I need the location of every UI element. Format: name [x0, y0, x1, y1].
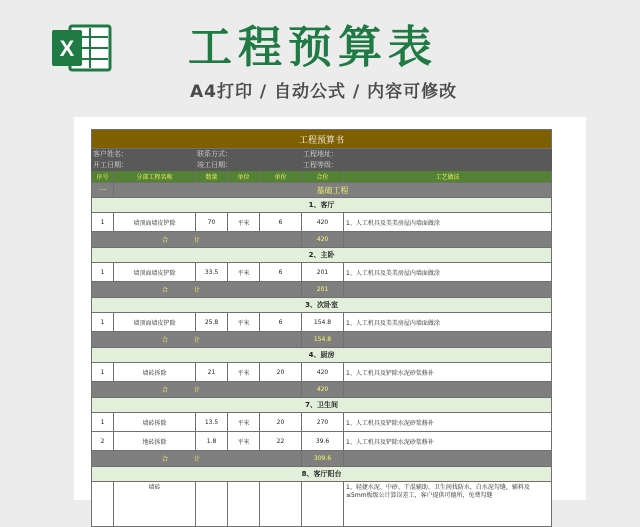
section-row	[92, 248, 552, 263]
item-process-description[interactable]: 1、轻捷水泥、中砂、干混辅助、卫生间找防水，白水泥勾缝，辅料及≤5mm板级公计算误差工，客户提供可德所，免费勾缝	[344, 482, 552, 527]
item-process-description[interactable]: 1、人工机具及美美房屋内墙面做涂	[344, 313, 552, 332]
section-title: 1、客厅	[92, 198, 552, 213]
item-amount[interactable]: 201	[302, 263, 344, 282]
info-customer-name[interactable]: 客户姓名：	[92, 149, 196, 160]
item-process-description[interactable]: 1、人工机具及美美房屋内墙面做涂	[344, 213, 552, 232]
subtotal-amount[interactable]: 201	[302, 282, 344, 298]
subtotal-label: 合计	[92, 332, 302, 348]
item-unit[interactable]: 平米	[228, 413, 260, 432]
item-process-description[interactable]: 1、人工机具及美美房屋内墙面做涂	[344, 263, 552, 282]
item-amount[interactable]: 420	[302, 363, 344, 382]
row-number[interactable]: 1	[92, 263, 114, 282]
item-amount[interactable]: 154.8	[302, 313, 344, 332]
item-name[interactable]: 墙顶面墙皮铲除	[114, 313, 196, 332]
subtotal-row	[92, 332, 552, 348]
subtotal-label: 合计	[92, 451, 302, 467]
item-name[interactable]: 墙顶面墙皮铲除	[114, 213, 196, 232]
item-unit-price[interactable]: 22	[260, 432, 302, 451]
table-row	[92, 313, 552, 332]
item-unit[interactable]: 平米	[228, 263, 260, 282]
item-unit[interactable]	[228, 482, 260, 527]
item-process-description[interactable]: 1、人工机具及铲除水泥砂浆修补	[344, 363, 552, 382]
table-row	[92, 482, 552, 527]
row-number[interactable]: 1	[92, 363, 114, 382]
item-quantity[interactable]: 70	[196, 213, 228, 232]
item-process-description[interactable]: 1、人工机具及铲除水泥砂浆修补	[344, 413, 552, 432]
table-row	[92, 432, 552, 451]
col-header-price: 单价	[260, 171, 302, 183]
item-amount[interactable]: 270	[302, 413, 344, 432]
row-number[interactable]: 2	[92, 432, 114, 451]
item-quantity[interactable]: 25.8	[196, 313, 228, 332]
item-unit-price[interactable]: 20	[260, 363, 302, 382]
subtotal-desc-cell	[344, 232, 552, 248]
section-title: 4、厨房	[92, 348, 552, 363]
info-grade[interactable]: 工程等级：	[302, 160, 552, 171]
section-title: 8、客厅阳台	[92, 467, 552, 482]
subtotal-amount[interactable]: 420	[302, 232, 344, 248]
section-row	[92, 298, 552, 313]
subtotal-desc-cell	[344, 451, 552, 467]
section-row	[92, 348, 552, 363]
page-title: 工程预算表	[188, 22, 438, 73]
col-header-no: 序号	[92, 171, 114, 183]
item-name[interactable]: 墙砖拆除	[114, 413, 196, 432]
table-row	[92, 413, 552, 432]
sheet-title: 工程预算书	[92, 130, 552, 149]
section-title: 3、次卧室	[92, 298, 552, 313]
subtotal-label: 合计	[92, 382, 302, 398]
info-contact[interactable]: 联系方式：	[196, 149, 302, 160]
section-row	[92, 467, 552, 482]
item-quantity[interactable]: 21	[196, 363, 228, 382]
item-unit-price[interactable]: 6	[260, 313, 302, 332]
row-number[interactable]	[92, 482, 114, 527]
spreadsheet-preview	[74, 117, 586, 500]
info-address[interactable]: 工程地址：	[302, 149, 552, 160]
table-row	[92, 363, 552, 382]
item-unit-price[interactable]	[260, 482, 302, 527]
subtotal-row	[92, 451, 552, 467]
item-process-description[interactable]: 1、人工机具及铲除水泥砂浆修补	[344, 432, 552, 451]
item-amount[interactable]: 39.6	[302, 432, 344, 451]
table-row	[92, 263, 552, 282]
col-header-name: 分部工程名称	[114, 171, 196, 183]
row-number[interactable]: 1	[92, 313, 114, 332]
item-unit[interactable]: 平米	[228, 432, 260, 451]
subtotal-row	[92, 282, 552, 298]
table-row	[92, 213, 552, 232]
col-header-amount: 合价	[302, 171, 344, 183]
item-quantity[interactable]: 13.5	[196, 413, 228, 432]
info-start-date[interactable]: 开工日期：	[92, 160, 196, 171]
subtotal-amount[interactable]: 420	[302, 382, 344, 398]
subtotal-row	[92, 382, 552, 398]
item-unit[interactable]: 平米	[228, 313, 260, 332]
subtotal-label: 合计	[92, 232, 302, 248]
category-index: 一	[92, 183, 114, 198]
subtotal-amount[interactable]: 154.8	[302, 332, 344, 348]
col-header-qty: 数量	[196, 171, 228, 183]
section-title: 7、卫生间	[92, 398, 552, 413]
item-quantity[interactable]: 33.5	[196, 263, 228, 282]
excel-logo-icon	[48, 22, 114, 74]
item-quantity[interactable]: 1.8	[196, 432, 228, 451]
row-number[interactable]: 1	[92, 413, 114, 432]
item-name[interactable]: 墙砖	[114, 482, 196, 527]
subtotal-label: 合计	[92, 282, 302, 298]
item-quantity[interactable]	[196, 482, 228, 527]
subtotal-row	[92, 232, 552, 248]
item-unit-price[interactable]: 6	[260, 213, 302, 232]
budget-table	[91, 129, 552, 527]
section-row	[92, 198, 552, 213]
item-amount[interactable]	[302, 482, 344, 527]
item-name[interactable]: 墙砖拆除	[114, 363, 196, 382]
item-unit[interactable]: 平米	[228, 213, 260, 232]
item-amount[interactable]: 420	[302, 213, 344, 232]
page-header	[0, 0, 640, 118]
subtotal-desc-cell	[344, 282, 552, 298]
item-name[interactable]: 墙顶面墙皮铲除	[114, 263, 196, 282]
col-header-desc: 工艺做法	[344, 171, 552, 183]
subtotal-desc-cell	[344, 332, 552, 348]
subtotal-amount[interactable]: 309.6	[302, 451, 344, 467]
item-unit-price[interactable]: 20	[260, 413, 302, 432]
item-unit[interactable]: 平米	[228, 363, 260, 382]
row-number[interactable]: 1	[92, 213, 114, 232]
section-title: 2、主卧	[92, 248, 552, 263]
page-subtitle: A4打印 / 自动公式 / 内容可修改	[190, 82, 458, 102]
item-unit-price[interactable]: 6	[260, 263, 302, 282]
info-end-date[interactable]: 竣工日期：	[196, 160, 302, 171]
col-header-unit: 单位	[228, 171, 260, 183]
section-row	[92, 398, 552, 413]
item-name[interactable]: 地砖拆除	[114, 432, 196, 451]
category-title: 基础工程	[114, 183, 552, 198]
subtotal-desc-cell	[344, 382, 552, 398]
svg-text:X: X	[59, 36, 75, 61]
